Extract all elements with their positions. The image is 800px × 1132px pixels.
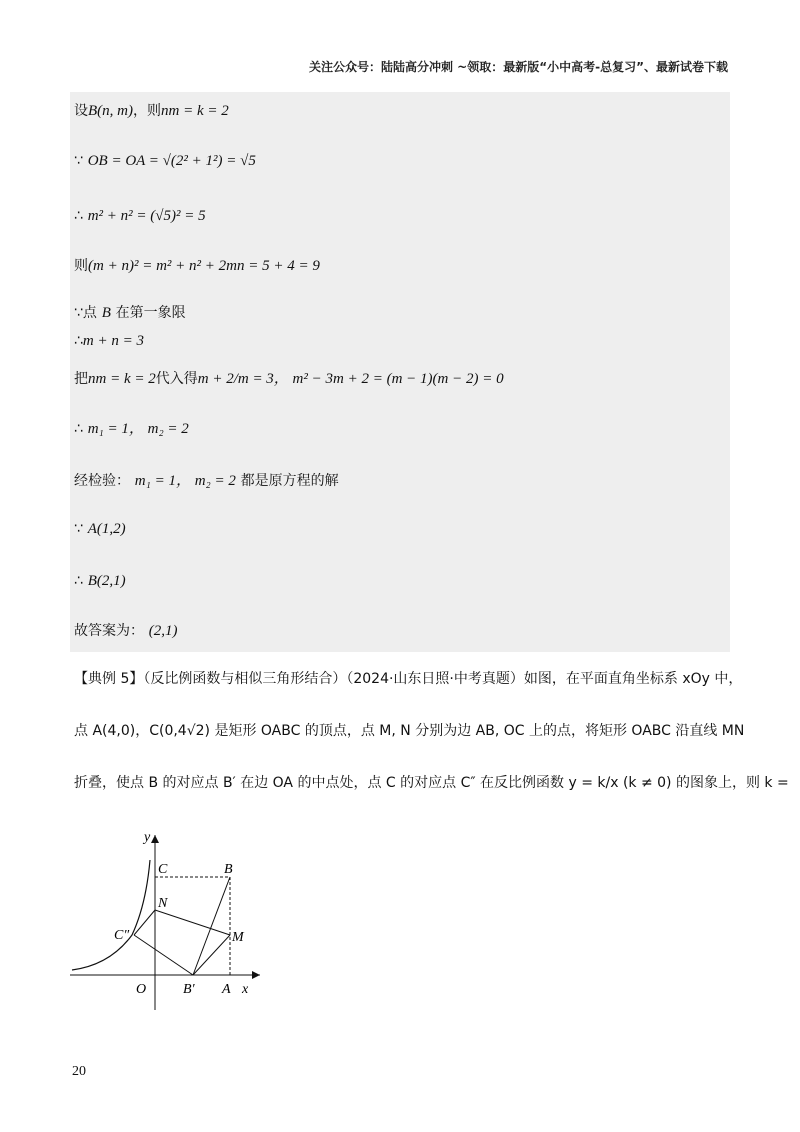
solution-line-9: 经检验： m₁ = 1， m₂ = 2 都是原方程的解 (74, 473, 339, 489)
segment-bpm (193, 935, 230, 975)
solution-line-10: ∵ A(1,2) (74, 521, 126, 537)
page-number: 20 (72, 1064, 86, 1079)
label-y: y (144, 830, 151, 845)
solution-line-3: ∴ m² + n² = (√5)² = 5 (74, 208, 206, 224)
solution-line-7: 把nm = k = 2代入得m + 2/m = 3， m² − 3m + 2 = (m − 1)(m − 2) = 0 (74, 371, 504, 387)
label-x: x (242, 982, 249, 997)
solution-line-4: 则(m + n)² = m² + n² + 2mn = 5 + 4 = 9 (74, 258, 320, 274)
problem-line-1: 【典例 5】（反比例函数与相似三角形结合）（2024·山东日照·中考真题）如图，在平面直角坐标系 xOy 中， (74, 671, 743, 687)
page-header: 关注公众号：陆陆高分冲刺 ~领取：最新版“小中高考-总复习”、最新试卷下载 (309, 60, 728, 74)
solution-line-5: ∵点 B 在第一象限 (74, 305, 186, 321)
solution-line-6: ∴m + n = 3 (74, 333, 144, 349)
problem-line-3: 折叠，使点 B 的对应点 B′ 在边 OA 的中点处，点 C 的对应点 C″ 在反比例函数 y = k/x (k ≠ 0) 的图象上，则 k = (74, 775, 789, 791)
label-a: A (222, 982, 231, 997)
solution-line-1: 设B(n, m)，则nm = k = 2 (74, 103, 229, 119)
y-axis-arrow (151, 835, 159, 843)
segment-bbp (193, 877, 230, 975)
label-b: B (224, 862, 233, 877)
label-c: C (158, 862, 168, 877)
segment-cppbp (134, 935, 193, 975)
solution-line-12: 故答案为： (2,1) (74, 623, 178, 639)
solution-line-8: ∴ m₁ = 1， m₂ = 2 (74, 421, 189, 437)
label-m: M (232, 930, 244, 945)
solution-line-2: ∵ OB = OA = √(2² + 1²) = √5 (74, 153, 256, 169)
label-n: N (158, 896, 168, 911)
hyperbola-curve (72, 860, 150, 970)
problem-line-2: 点 A(4,0)，C(0,4√2) 是矩形 OABC 的顶点，点 M, N 分别为边 AB, OC 上的点，将矩形 OABC 沿直线 MN (74, 723, 745, 739)
geometry-figure (70, 825, 270, 1010)
label-o: O (136, 982, 147, 997)
segment-nm (155, 910, 230, 935)
x-axis-arrow (252, 971, 260, 979)
solution-line-11: ∴ B(2,1) (74, 573, 126, 589)
label-bp: B′ (183, 982, 195, 997)
label-cpp: C″ (114, 928, 130, 943)
